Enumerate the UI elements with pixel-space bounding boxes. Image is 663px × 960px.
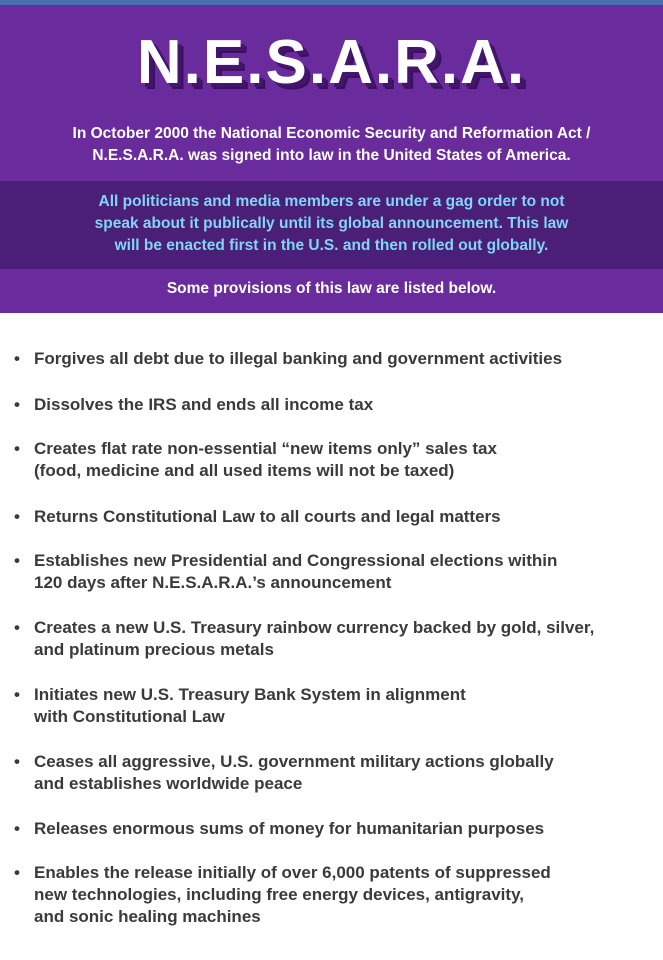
list-item-text: Enables the release initially of over 6,000 patents of suppressed new technologies, including free energy devices, antigravity, and sonic healing machines	[34, 863, 551, 926]
list-item	[14, 684, 659, 728]
list-item-text: Initiates new U.S. Treasury Bank System in alignment with Constitutional Law	[34, 685, 466, 726]
page-title: N.E.S.A.R.A.	[136, 28, 527, 97]
bullet-icon: •	[14, 752, 20, 771]
bullet-icon: •	[14, 863, 20, 882]
header-banner	[0, 5, 663, 313]
gag-order-band	[0, 181, 663, 269]
list-item	[14, 751, 659, 795]
list-item-text: Forgives all debt due to illegal banking and government activities	[34, 349, 563, 368]
list-item	[14, 617, 659, 661]
bullet-icon: •	[14, 551, 20, 570]
list-item	[14, 348, 659, 370]
bullet-icon: •	[14, 395, 20, 414]
list-item-text: Returns Constitutional Law to all courts and legal matters	[34, 507, 501, 526]
list-item	[14, 394, 659, 416]
gag-order-text: All politicians and media members are under a gag order to not speak about it publically until its global announcement. This law will be enacted first in the U.S. and then rolled out globally.	[94, 193, 569, 254]
list-item-text: Creates a new U.S. Treasury rainbow currency backed by gold, silver, and platinum precious metals	[34, 618, 595, 659]
intro-text: In October 2000 the National Economic Security and Reformation Act / N.E.S.A.R.A. was signed into law in the United States of America.	[72, 125, 591, 164]
list-item	[14, 550, 659, 594]
bullet-icon: •	[14, 618, 20, 637]
bullet-icon: •	[14, 685, 20, 704]
list-item-text: Ceases all aggressive, U.S. government military actions globally and establishes worldwide peace	[34, 752, 554, 793]
list-item-text: Dissolves the IRS and ends all income tax	[34, 395, 374, 414]
bullet-icon: •	[14, 819, 20, 838]
list-item-text: Releases enormous sums of money for humanitarian purposes	[34, 819, 545, 838]
list-item-text: Creates flat rate non-essential “new items only” sales tax (food, medicine and all used items will not be taxed)	[34, 439, 497, 480]
bullet-icon: •	[14, 439, 20, 458]
list-item	[14, 818, 659, 840]
provisions-intro: Some provisions of this law are listed below.	[166, 280, 497, 297]
list-item	[14, 438, 659, 482]
bullet-icon: •	[14, 507, 20, 526]
bullet-icon: •	[14, 349, 20, 368]
list-item-text: Establishes new Presidential and Congressional elections within 120 days after N.E.S.A.R.A.’s announcement	[34, 551, 558, 592]
list-item	[14, 862, 659, 928]
list-item	[14, 506, 659, 528]
